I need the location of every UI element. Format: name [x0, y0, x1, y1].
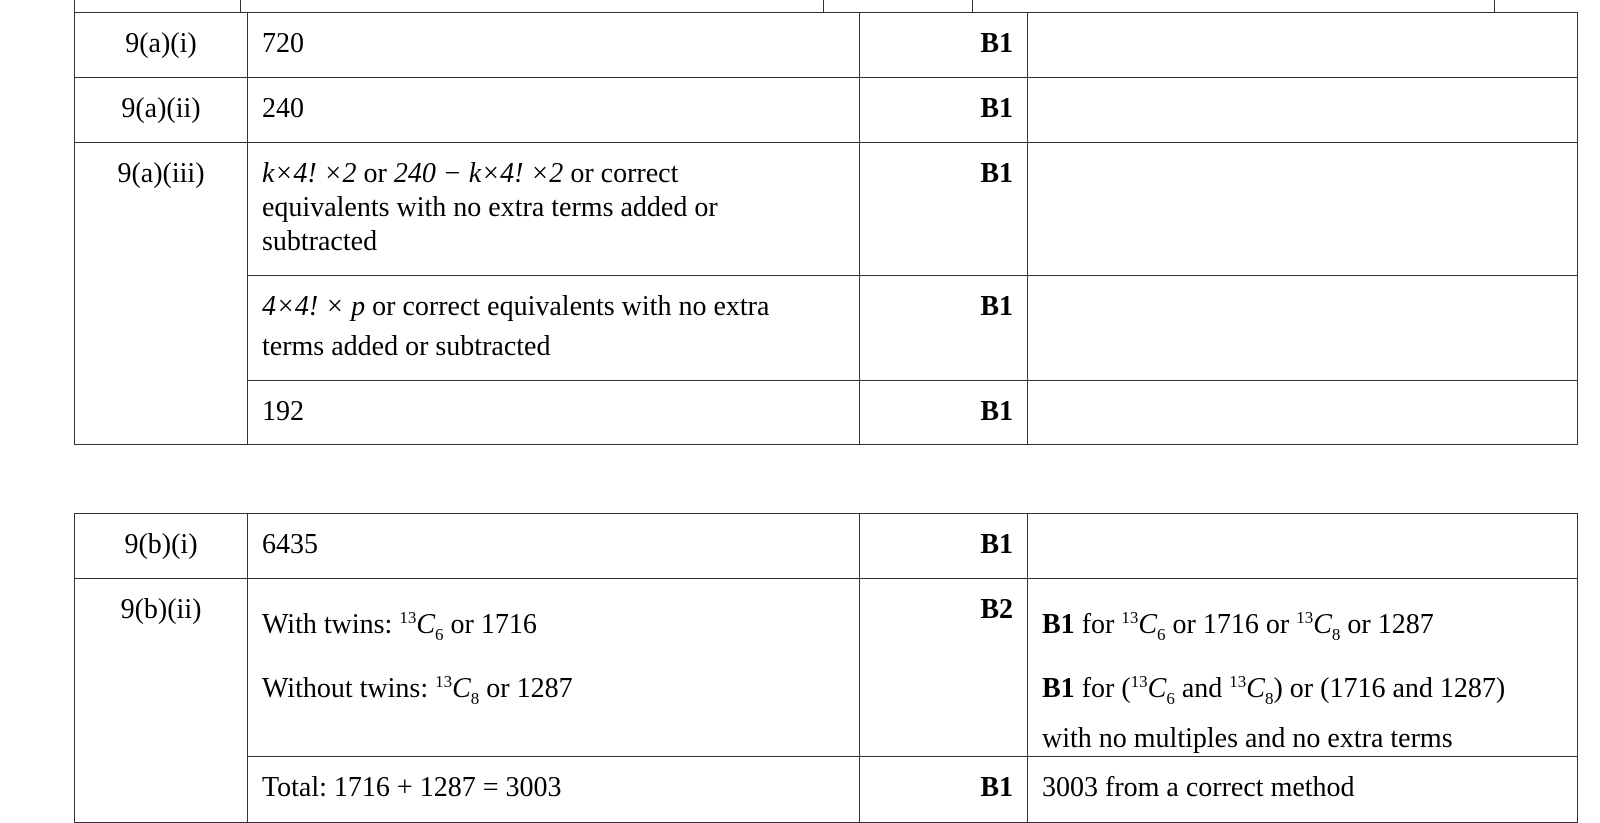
- expression: 4×4! × p: [262, 291, 366, 322]
- table-row: [75, 143, 1578, 276]
- notes-cell: [1028, 143, 1578, 276]
- answer-cell: 4×4! × p or correct equivalents with no extra terms added or subtracted: [248, 276, 860, 381]
- notes-cell: [1028, 514, 1578, 579]
- expression: k×4! ×2: [262, 158, 357, 189]
- mark-cell: B2: [860, 579, 1028, 757]
- question-number: 9(a)(i): [75, 13, 248, 78]
- question-number: 9(b)(ii): [75, 579, 248, 823]
- answer-cell: 192: [248, 381, 860, 445]
- notes-cell: 3003 from a correct method: [1028, 757, 1578, 823]
- mark-cell: B1: [860, 143, 1028, 276]
- notes-cell: [1028, 276, 1578, 381]
- table-row: [75, 78, 1578, 143]
- notes-cell: [1028, 78, 1578, 143]
- mark-cell: B1: [860, 276, 1028, 381]
- answer-cell: k×4! ×2 or 240 − k×4! ×2 or correct equivalents with no extra terms added or subtracted: [248, 143, 860, 276]
- table-row: [75, 276, 1578, 381]
- mark-cell: B1: [860, 514, 1028, 579]
- mark-cell: B1: [860, 13, 1028, 78]
- expression: 240 − k×4! ×2: [393, 158, 564, 189]
- question-number: 9(a)(ii): [75, 78, 248, 143]
- table-row: [75, 579, 1578, 757]
- answer-cell: 240: [248, 78, 860, 143]
- notes-cell: [1028, 381, 1578, 445]
- mark-scheme-table-9a: [74, 12, 1578, 445]
- mark-cell: B1: [860, 381, 1028, 445]
- table-row: [75, 13, 1578, 78]
- mark-cell: B1: [860, 757, 1028, 823]
- mark-scheme-table-9b: [74, 513, 1578, 823]
- answer-cell: Total: 1716 + 1287 = 3003: [248, 757, 860, 823]
- table-row: [75, 381, 1578, 445]
- answer-cell: 6435: [248, 514, 860, 579]
- notes-cell: [1028, 13, 1578, 78]
- notes-cell: B1 for $^{13}C_6$ or 1716 or $^{13}C_8$ or 1287 B1 for ($^{13}C_6$ and $^{13}C_8$) or (1716 and 1287) with no multiples and no extra terms: [1028, 579, 1578, 757]
- answer-cell: With twins: $^{13}C_6$ or 1716 Without twins: $^{13}C_8$ or 1287: [248, 579, 860, 757]
- answer-cell: 720: [248, 13, 860, 78]
- mark-cell: B1: [860, 78, 1028, 143]
- question-number: 9(b)(i): [75, 514, 248, 579]
- table-row: [75, 514, 1578, 579]
- table-row: [75, 757, 1578, 823]
- question-number: 9(a)(iii): [75, 143, 248, 445]
